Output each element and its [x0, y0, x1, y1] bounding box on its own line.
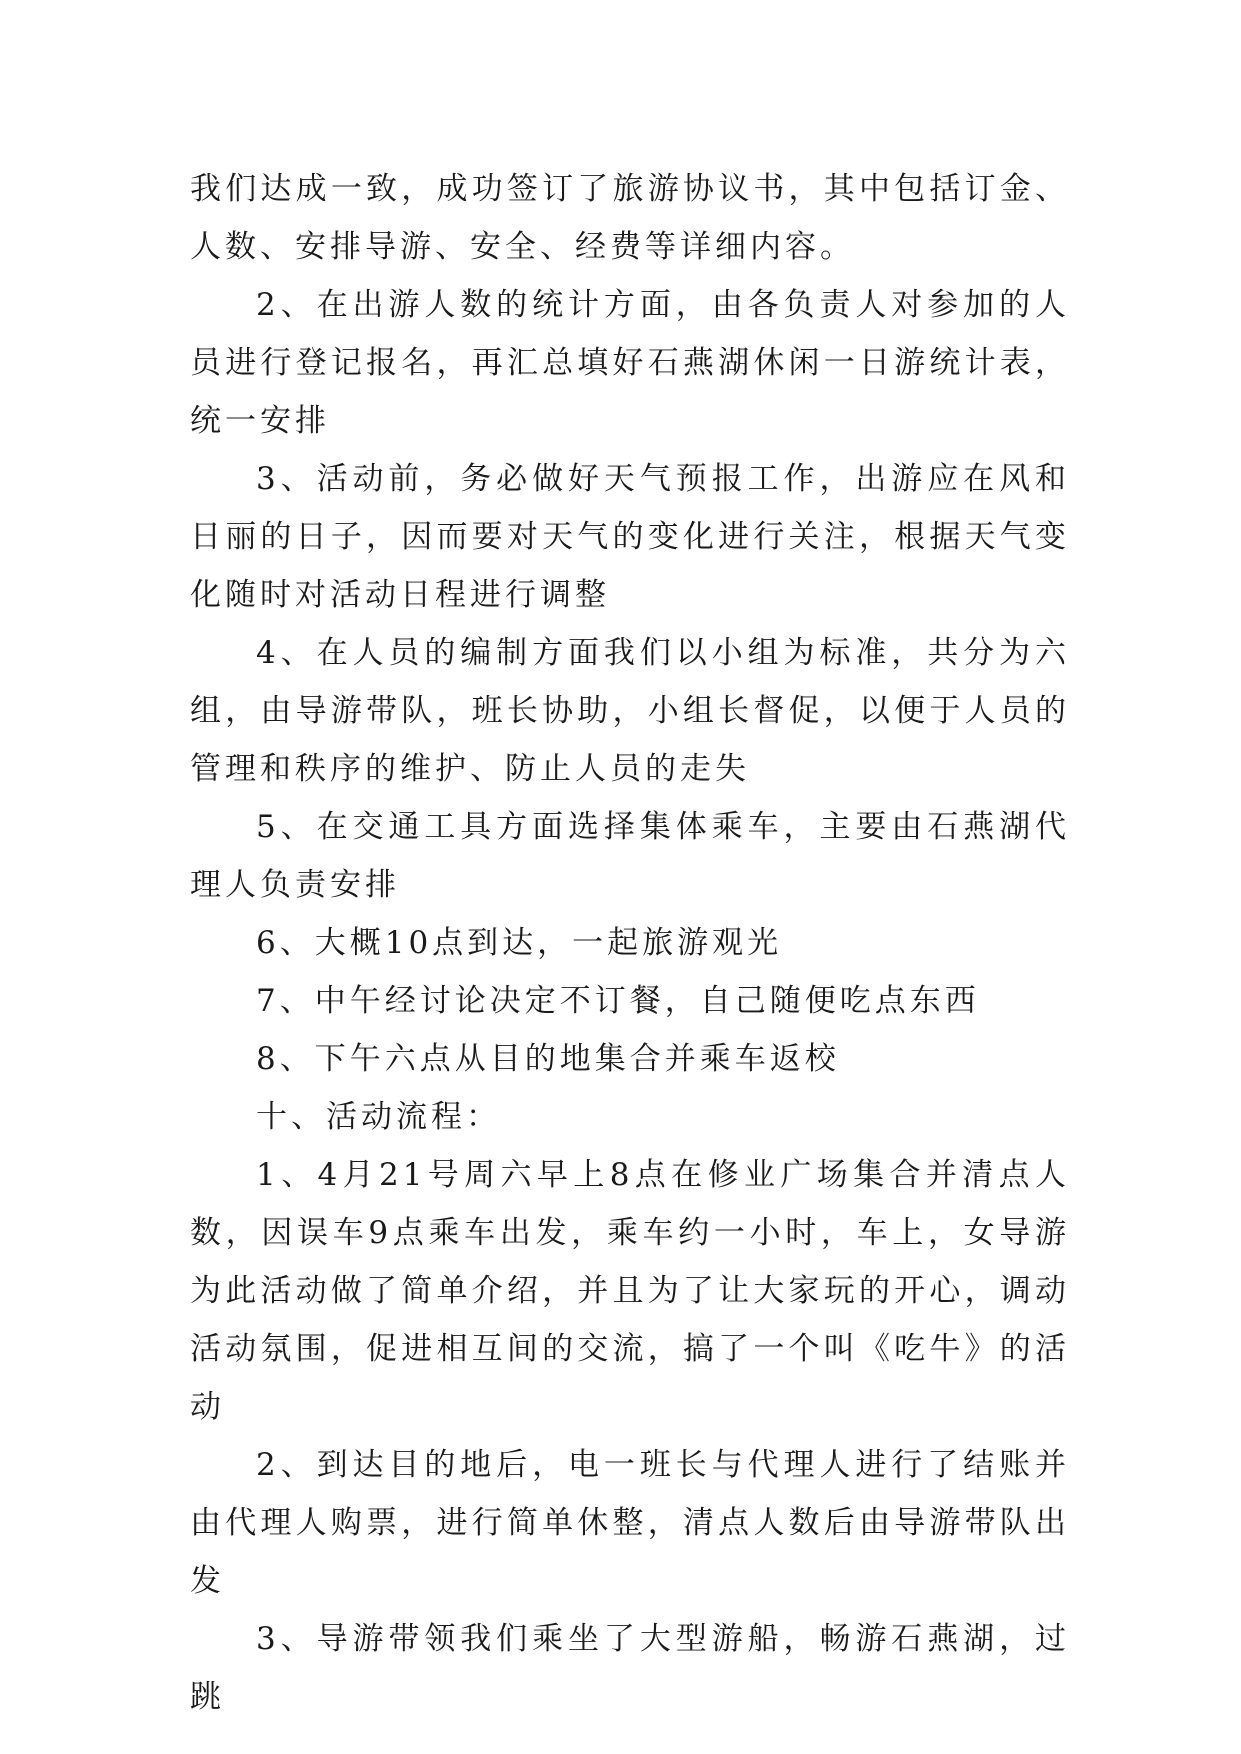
paragraph-item-7: 7、中午经讨论决定不订餐，自己随便吃点东西: [256, 983, 980, 1019]
paragraph-flow-3: 3、导游带领我们乘坐了大型游船，畅游石燕湖，过跳: [190, 1621, 1070, 1715]
section-heading-activity-flow: 十、活动流程：: [256, 1099, 501, 1135]
paragraph-item-6: 6、大概10点到达，一起旅游观光: [256, 925, 783, 961]
document-body: [190, 160, 1070, 1726]
paragraph-item-3: 3、活动前，务必做好天气预报工作，出游应在风和日丽的日子，因而要对天气的变化进行关注，根据天气变化随时对活动日程进行调整: [190, 461, 1070, 613]
paragraph-flow-2: 2、到达目的地后，电一班长与代理人进行了结账并由代理人购票，进行简单休整，清点人数后由导游带队出发: [190, 1447, 1070, 1599]
paragraph-item-8: 8、下午六点从目的地集合并乘车返校: [256, 1041, 840, 1077]
paragraph-item-4: 4、在人员的编制方面我们以小组为标准，共分为六组，由导游带队，班长协助，小组长督促，以便于人员的管理和秩序的维护、防止人员的走失: [190, 635, 1070, 787]
paragraph-flow-1: 1、4月21号周六早上8点在修业广场集合并清点人数，因误车9点乘车出发，乘车约一小时，车上，女导游为此活动做了简单介绍，并且为了让大家玩的开心，调动活动氛围，促进相互间的交流，搞了一个叫《吃牛》的活动: [190, 1157, 1070, 1425]
paragraph-agreement: 我们达成一致，成功签订了旅游协议书，其中包括订金、人数、安排导游、安全、经费等详细内容。: [190, 171, 1070, 265]
paragraph-item-2: 2、在出游人数的统计方面，由各负责人对参加的人员进行登记报名，再汇总填好石燕湖休闲一日游统计表，统一安排: [190, 287, 1070, 439]
paragraph-item-5: 5、在交通工具方面选择集体乘车，主要由石燕湖代理人负责安排: [190, 809, 1070, 903]
